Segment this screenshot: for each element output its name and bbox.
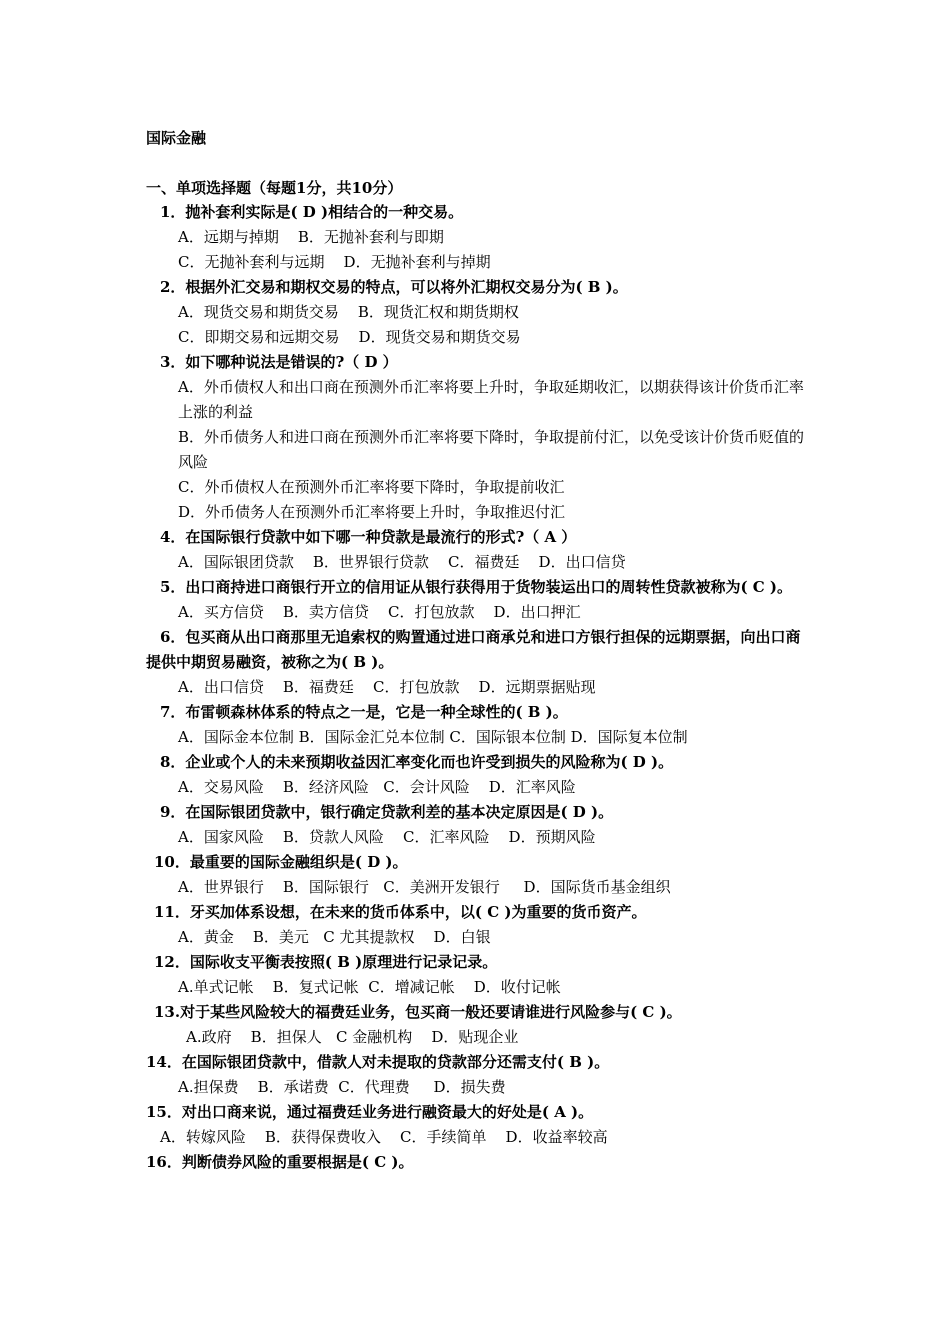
question-12-options: A.单式记帐 B．复式记帐 C．增减记帐 D．收付记帐	[178, 978, 561, 996]
question-15-options: A．转嫁风险 B．获得保费收入 C．手续简单 D．收益率较高	[160, 1128, 608, 1146]
question-14-options: A.担保费 B．承诺费 C．代理费 D．损失费	[178, 1078, 506, 1096]
question-9-options: A．国家风险 B．贷款人风险 C．汇率风险 D．预期风险	[178, 828, 596, 846]
section-heading: 一、单项选择题（每题1分，共10分）	[146, 179, 403, 197]
question-2-options-line-1: A．现货交易和期货交易 B．现货汇权和期货期权	[178, 303, 519, 321]
question-3: 3．如下哪种说法是错误的?（ D ）	[160, 353, 398, 371]
question-14: 14．在国际银团贷款中，借款人对未提取的贷款部分还需支付( B )。	[146, 1053, 610, 1071]
question-8-options: A．交易风险 B．经济风险 C．会计风险 D．汇率风险	[178, 778, 576, 796]
question-1: 1．抛补套利实际是( D )相结合的一种交易。	[160, 203, 464, 221]
question-15: 15．对出口商来说，通过福费廷业务进行融资最大的好处是( A )。	[146, 1103, 594, 1121]
question-2-options-line-2: C．即期交易和远期交易 D．现货交易和期货交易	[178, 328, 521, 346]
document-title: 国际金融	[146, 129, 207, 147]
question-1-options-line-1: A．远期与掉期 B．无抛补套利与即期	[178, 228, 444, 246]
question-11: 11．牙买加体系设想，在未来的货币体系中，以( C )为重要的货币资产。	[154, 903, 647, 921]
question-13: 13.对于某些风险较大的福费廷业务，包买商一般还要请谁进行风险参与( C )。	[154, 1003, 682, 1021]
question-16: 16．判断债券风险的重要根据是( C )。	[146, 1153, 414, 1171]
question-3-option-a: A．外币债权人和出口商在预测外币汇率将要上升时，争取延期收汇，以期获得该计价货币汇率上涨的利益	[178, 378, 804, 421]
question-4: 4．在国际银行贷款中如下哪一种贷款是最流行的形式?（ A ）	[160, 528, 577, 546]
question-3-option-b: B．外币债务人和进口商在预测外币汇率将要下降时，争取提前付汇，以免受该计价货币贬值的风险	[178, 428, 805, 471]
question-7-options: A．国际金本位制 B．国际金汇兑本位制 C．国际银本位制 D．国际复本位制	[178, 728, 688, 746]
question-11-options: A．黄金 B．美元 C 尤其提款权 D．白银	[178, 928, 491, 946]
question-3-option-c: C．外币债权人在预测外币汇率将要下降时，争取提前收汇	[178, 478, 565, 496]
question-13-options: A.政府 B．担保人 C 金融机构 D．贴现企业	[186, 1028, 519, 1046]
question-12: 12．国际收支平衡表按照( B )原理进行记录记录。	[154, 953, 498, 971]
question-3-option-d: D．外币债务人在预测外币汇率将要上升时，争取推迟付汇	[178, 503, 566, 521]
question-2: 2．根据外汇交易和期权交易的特点，可以将外汇期权交易分为( B )。	[160, 278, 628, 296]
question-4-options: A．国际银团贷款 B．世界银行贷款 C．福费廷 D．出口信贷	[178, 553, 626, 571]
question-list	[146, 200, 811, 1175]
question-5-options: A．买方信贷 B．卖方信贷 C．打包放款 D．出口押汇	[178, 603, 581, 621]
question-10-options: A．世界银行 B．国际银行 C．美洲开发银行 D．国际货币基金组织	[178, 878, 671, 896]
question-6-options: A．出口信贷 B．福费廷 C．打包放款 D．远期票据贴现	[178, 678, 596, 696]
question-5: 5．出口商持进口商银行开立的信用证从银行获得用于货物装运出口的周转性贷款被称为( C )。	[160, 578, 793, 596]
question-6: 6．包买商从出口商那里无追索权的购置通过进口商承兑和进口方银行担保的远期票据，向出口商提供中期贸易融资，被称之为( B )。	[146, 628, 801, 671]
question-1-options-line-2: C．无抛补套利与远期 D．无抛补套利与掉期	[178, 253, 491, 271]
question-7: 7．布雷顿森林体系的特点之一是，它是一种全球性的( B )。	[160, 703, 568, 721]
question-10: 10．最重要的国际金融组织是( D )。	[154, 853, 408, 871]
question-9: 9．在国际银团贷款中，银行确定贷款利差的基本决定原因是( D )。	[160, 803, 614, 821]
question-8: 8．企业或个人的未来预期收益因汇率变化而也许受到损失的风险称为( D )。	[160, 753, 674, 771]
